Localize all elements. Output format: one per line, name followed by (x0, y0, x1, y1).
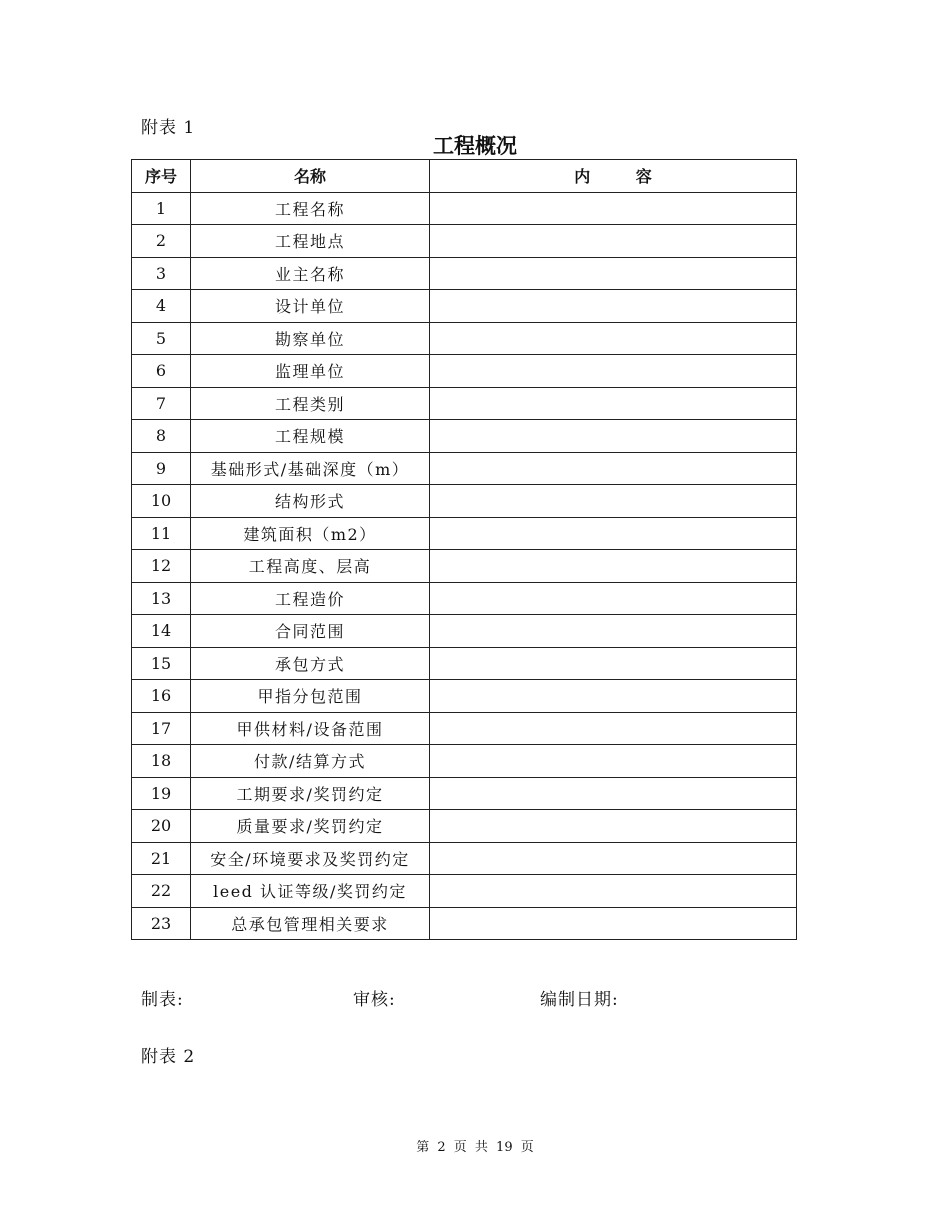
row-content-cell[interactable] (430, 257, 797, 290)
row-name-cell: 承包方式 (191, 647, 430, 680)
row-number-cell: 23 (132, 907, 191, 940)
row-name-cell: 工程高度、层高 (191, 550, 430, 583)
table-title: 工程概况 (433, 133, 517, 158)
row-name-cell: 结构形式 (191, 485, 430, 518)
table-row (132, 420, 797, 453)
row-content-cell[interactable] (430, 452, 797, 485)
row-content-cell[interactable] (430, 647, 797, 680)
table-header-row (132, 160, 797, 193)
table-row (132, 452, 797, 485)
row-number-cell: 14 (132, 615, 191, 648)
row-number-cell: 7 (132, 387, 191, 420)
row-content-cell[interactable] (430, 615, 797, 648)
row-content-cell[interactable] (430, 387, 797, 420)
table-row (132, 647, 797, 680)
appendix-1-label: 附表 1 (141, 118, 196, 138)
row-name-cell: 勘察单位 (191, 322, 430, 355)
row-content-cell[interactable] (430, 192, 797, 225)
row-content-cell[interactable] (430, 485, 797, 518)
row-number-cell: 21 (132, 842, 191, 875)
row-number-cell: 13 (132, 582, 191, 615)
row-content-cell[interactable] (430, 582, 797, 615)
table-row (132, 615, 797, 648)
project-overview-table (131, 159, 797, 940)
row-name-cell: 甲供材料/设备范围 (191, 712, 430, 745)
table-row (132, 582, 797, 615)
row-name-cell: 合同范围 (191, 615, 430, 648)
row-number-cell: 10 (132, 485, 191, 518)
header-content: 内 容 (430, 160, 797, 193)
row-number-cell: 11 (132, 517, 191, 550)
row-name-cell: 安全/环境要求及奖罚约定 (191, 842, 430, 875)
appendix-2-label: 附表 2 (141, 1047, 196, 1067)
row-number-cell: 22 (132, 875, 191, 908)
row-number-cell: 20 (132, 810, 191, 843)
table-row (132, 192, 797, 225)
row-number-cell: 9 (132, 452, 191, 485)
header-no: 序号 (132, 160, 191, 193)
row-name-cell: 甲指分包范围 (191, 680, 430, 713)
row-content-cell[interactable] (430, 745, 797, 778)
table-row (132, 875, 797, 908)
row-name-cell: 业主名称 (191, 257, 430, 290)
header-name: 名称 (191, 160, 430, 193)
row-number-cell: 8 (132, 420, 191, 453)
reviewer-label: 审核: (353, 990, 396, 1010)
date-label: 编制日期: (540, 990, 619, 1010)
table-row (132, 745, 797, 778)
row-number-cell: 16 (132, 680, 191, 713)
row-name-cell: 工程名称 (191, 192, 430, 225)
table-row (132, 842, 797, 875)
row-number-cell: 1 (132, 192, 191, 225)
row-number-cell: 19 (132, 777, 191, 810)
row-number-cell: 18 (132, 745, 191, 778)
row-content-cell[interactable] (430, 810, 797, 843)
maker-label: 制表: (141, 990, 184, 1010)
row-name-cell: 工程造价 (191, 582, 430, 615)
row-content-cell[interactable] (430, 777, 797, 810)
row-number-cell: 17 (132, 712, 191, 745)
row-number-cell: 12 (132, 550, 191, 583)
row-content-cell[interactable] (430, 875, 797, 908)
row-content-cell[interactable] (430, 517, 797, 550)
row-name-cell: 监理单位 (191, 355, 430, 388)
row-name-cell: 总承包管理相关要求 (191, 907, 430, 940)
page-footer: 第 2 页 共 19 页 (416, 1140, 534, 1155)
row-name-cell: 基础形式/基础深度（m） (191, 452, 430, 485)
table-row (132, 810, 797, 843)
row-number-cell: 6 (132, 355, 191, 388)
row-name-cell: 质量要求/奖罚约定 (191, 810, 430, 843)
row-content-cell[interactable] (430, 322, 797, 355)
table-row (132, 485, 797, 518)
row-name-cell: 建筑面积（m2） (191, 517, 430, 550)
row-number-cell: 3 (132, 257, 191, 290)
table-row (132, 225, 797, 258)
table-body (132, 192, 797, 940)
row-number-cell: 15 (132, 647, 191, 680)
table-row (132, 322, 797, 355)
row-content-cell[interactable] (430, 680, 797, 713)
table-row (132, 257, 797, 290)
row-name-cell: 工期要求/奖罚约定 (191, 777, 430, 810)
row-name-cell: leed 认证等级/奖罚约定 (191, 875, 430, 908)
row-content-cell[interactable] (430, 907, 797, 940)
row-content-cell[interactable] (430, 355, 797, 388)
table-row (132, 907, 797, 940)
row-content-cell[interactable] (430, 550, 797, 583)
row-name-cell: 工程地点 (191, 225, 430, 258)
row-content-cell[interactable] (430, 842, 797, 875)
row-name-cell: 工程类别 (191, 387, 430, 420)
table-row (132, 550, 797, 583)
row-number-cell: 4 (132, 290, 191, 323)
row-name-cell: 工程规模 (191, 420, 430, 453)
row-content-cell[interactable] (430, 712, 797, 745)
row-content-cell[interactable] (430, 420, 797, 453)
table-row (132, 517, 797, 550)
row-name-cell: 设计单位 (191, 290, 430, 323)
row-content-cell[interactable] (430, 225, 797, 258)
row-content-cell[interactable] (430, 290, 797, 323)
table-row (132, 355, 797, 388)
table-row (132, 680, 797, 713)
table-row (132, 712, 797, 745)
row-name-cell: 付款/结算方式 (191, 745, 430, 778)
table-row (132, 387, 797, 420)
row-number-cell: 5 (132, 322, 191, 355)
table-row (132, 290, 797, 323)
table-row (132, 777, 797, 810)
row-number-cell: 2 (132, 225, 191, 258)
